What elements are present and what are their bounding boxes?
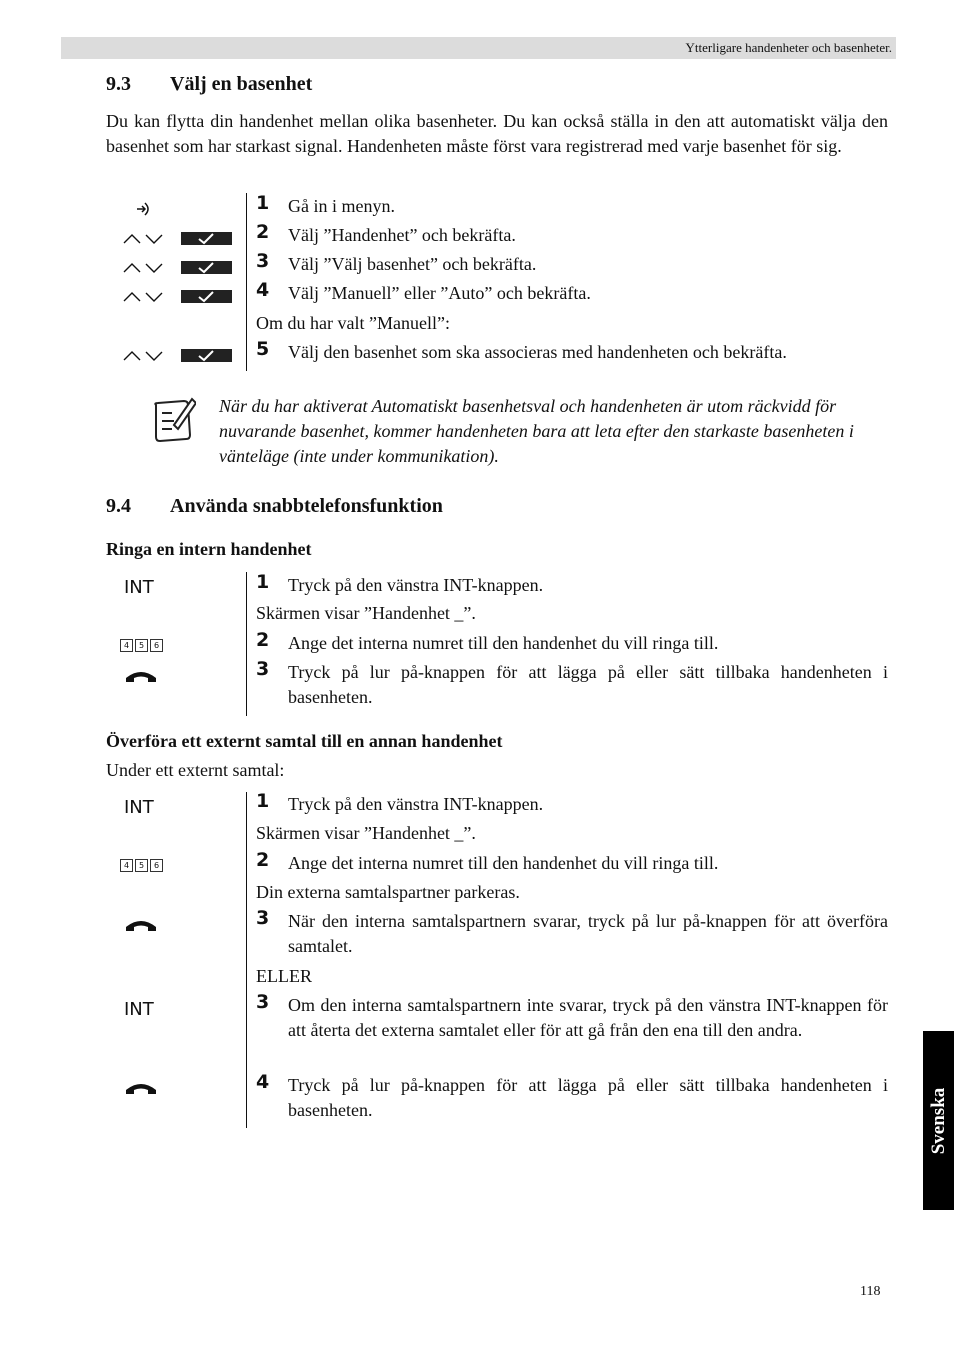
step [256, 281, 888, 306]
step-text: Tryck på lur på-knappen för att lägga på eller sätt tillbaka handenheten i basenheten. [288, 662, 888, 707]
step [256, 909, 888, 959]
or-text: ELLER [256, 966, 312, 986]
note-pencil-icon [150, 395, 196, 445]
up-down-arrows-icon [122, 231, 164, 245]
note-text: När du har aktiverat Automatiskt basenhetsval och handenheten är utom räckvidd för nuvarande basenhet, kommer handenheten bara att leta efter den starkaste basenheten i vänteläge (inte under kommunikation). [219, 396, 854, 466]
running-header: Ytterligare handenheter och basenheter. [685, 40, 892, 55]
screen-text: Skärmen visar ”Handenhet _”. [256, 823, 476, 843]
step-text: Välj den basenhet som ska associeras med handenheten och bekräfta. [288, 342, 787, 362]
parked-text: Din externa samtalspartner parkeras. [256, 882, 520, 902]
step-number: 4 [256, 1071, 270, 1093]
step-number: 1 [256, 790, 270, 812]
key-6: 6 [150, 639, 163, 652]
section-title: Välj en basenhet [170, 73, 313, 95]
step [256, 252, 888, 277]
step [256, 223, 888, 248]
step-text: Välj ”Handenhet” och bekräfta. [288, 225, 516, 245]
step-text: Gå in i menyn. [288, 196, 395, 216]
language-tab [923, 1031, 954, 1210]
subsection-heading: Ringa en intern handenhet [106, 539, 312, 559]
step-text: När den interna samtalspartnern svarar, tryck på lur på-knappen för att överföra samtalet. [288, 911, 888, 956]
ok-key-icon [181, 290, 232, 303]
conditional-text: Om du har valt ”Manuell”: [256, 313, 450, 333]
step-text: Välj ”Välj basenhet” och bekräfta. [288, 254, 537, 274]
step-number: 5 [256, 338, 270, 360]
subsection-intro: Under ett externt samtal: [106, 760, 285, 780]
subsection-heading: Överföra ett externt samtal till en annan handenhet [106, 731, 503, 751]
step-number: 3 [256, 907, 270, 929]
ok-key-icon [181, 349, 232, 362]
hang-up-icon [124, 668, 158, 684]
header-bar [61, 37, 896, 59]
step-number: 3 [256, 658, 270, 680]
int-key-icon: INT [124, 999, 154, 1020]
section-intro: Du kan flytta din handenhet mellan olika basenheter. Du kan också ställa in den att automatiskt välja den basenhet som har starkast signal. Handenheten måste först vara registrerad med varje basenhet för sig. [106, 111, 888, 156]
section-number: 9.4 [106, 495, 131, 517]
step-number: 3 [256, 991, 270, 1013]
step [256, 993, 888, 1043]
up-down-arrows-icon [122, 289, 164, 303]
step-number: 2 [256, 849, 270, 871]
step-number: 1 [256, 571, 270, 593]
key-6: 6 [150, 859, 163, 872]
page-number: 118 [860, 1284, 881, 1299]
step-number: 1 [256, 192, 270, 214]
key-4: 4 [120, 859, 133, 872]
up-down-arrows-icon [122, 260, 164, 274]
key-5: 5 [135, 639, 148, 652]
ok-key-icon [181, 232, 232, 245]
step [256, 792, 888, 817]
key-5: 5 [135, 859, 148, 872]
step-number: 4 [256, 279, 270, 301]
step [256, 851, 888, 876]
section-number: 9.3 [106, 73, 131, 95]
section-heading-9-4 [106, 495, 443, 518]
screen-text: Skärmen visar ”Handenhet _”. [256, 603, 476, 623]
menu-icon [135, 201, 153, 217]
step-text: Om den interna samtalspartnern inte svarar, tryck på den vänstra INT-knappen för att återta det externa samtalet eller för att gå från den ena till den andra. [288, 995, 888, 1040]
int-key-icon: INT [124, 797, 154, 818]
step [256, 194, 888, 219]
step-number: 2 [256, 221, 270, 243]
step-text: Tryck på den vänstra INT-knappen. [288, 575, 544, 595]
keypad-icon [120, 859, 166, 873]
section-title: Använda snabbtelefonsfunktion [170, 495, 443, 517]
step-divider [246, 792, 247, 1128]
language-tab-label: Svenska [927, 1087, 949, 1154]
step [256, 340, 888, 365]
step-text: Ange det interna numret till den handenhet du vill ringa till. [288, 633, 719, 653]
step-text: Ange det interna numret till den handenhet du vill ringa till. [288, 853, 719, 873]
step-text: Tryck på lur på-knappen för att lägga på eller sätt tillbaka handenheten i basenheten. [288, 1075, 888, 1120]
step-text: Välj ”Manuell” eller ”Auto” och bekräfta. [288, 283, 591, 303]
step-divider [246, 193, 247, 371]
hang-up-icon [124, 917, 158, 933]
ok-key-icon [181, 261, 232, 274]
step [256, 631, 888, 656]
step-divider [246, 572, 247, 716]
step [256, 660, 888, 710]
keypad-icon [120, 639, 166, 653]
step [256, 573, 888, 598]
int-key-icon: INT [124, 577, 154, 598]
step [256, 1073, 888, 1123]
hang-up-icon [124, 1080, 158, 1096]
up-down-arrows-icon [122, 348, 164, 362]
step-number: 3 [256, 250, 270, 272]
section-heading-9-3 [106, 73, 312, 96]
key-4: 4 [120, 639, 133, 652]
step-number: 2 [256, 629, 270, 651]
step-text: Tryck på den vänstra INT-knappen. [288, 794, 544, 814]
